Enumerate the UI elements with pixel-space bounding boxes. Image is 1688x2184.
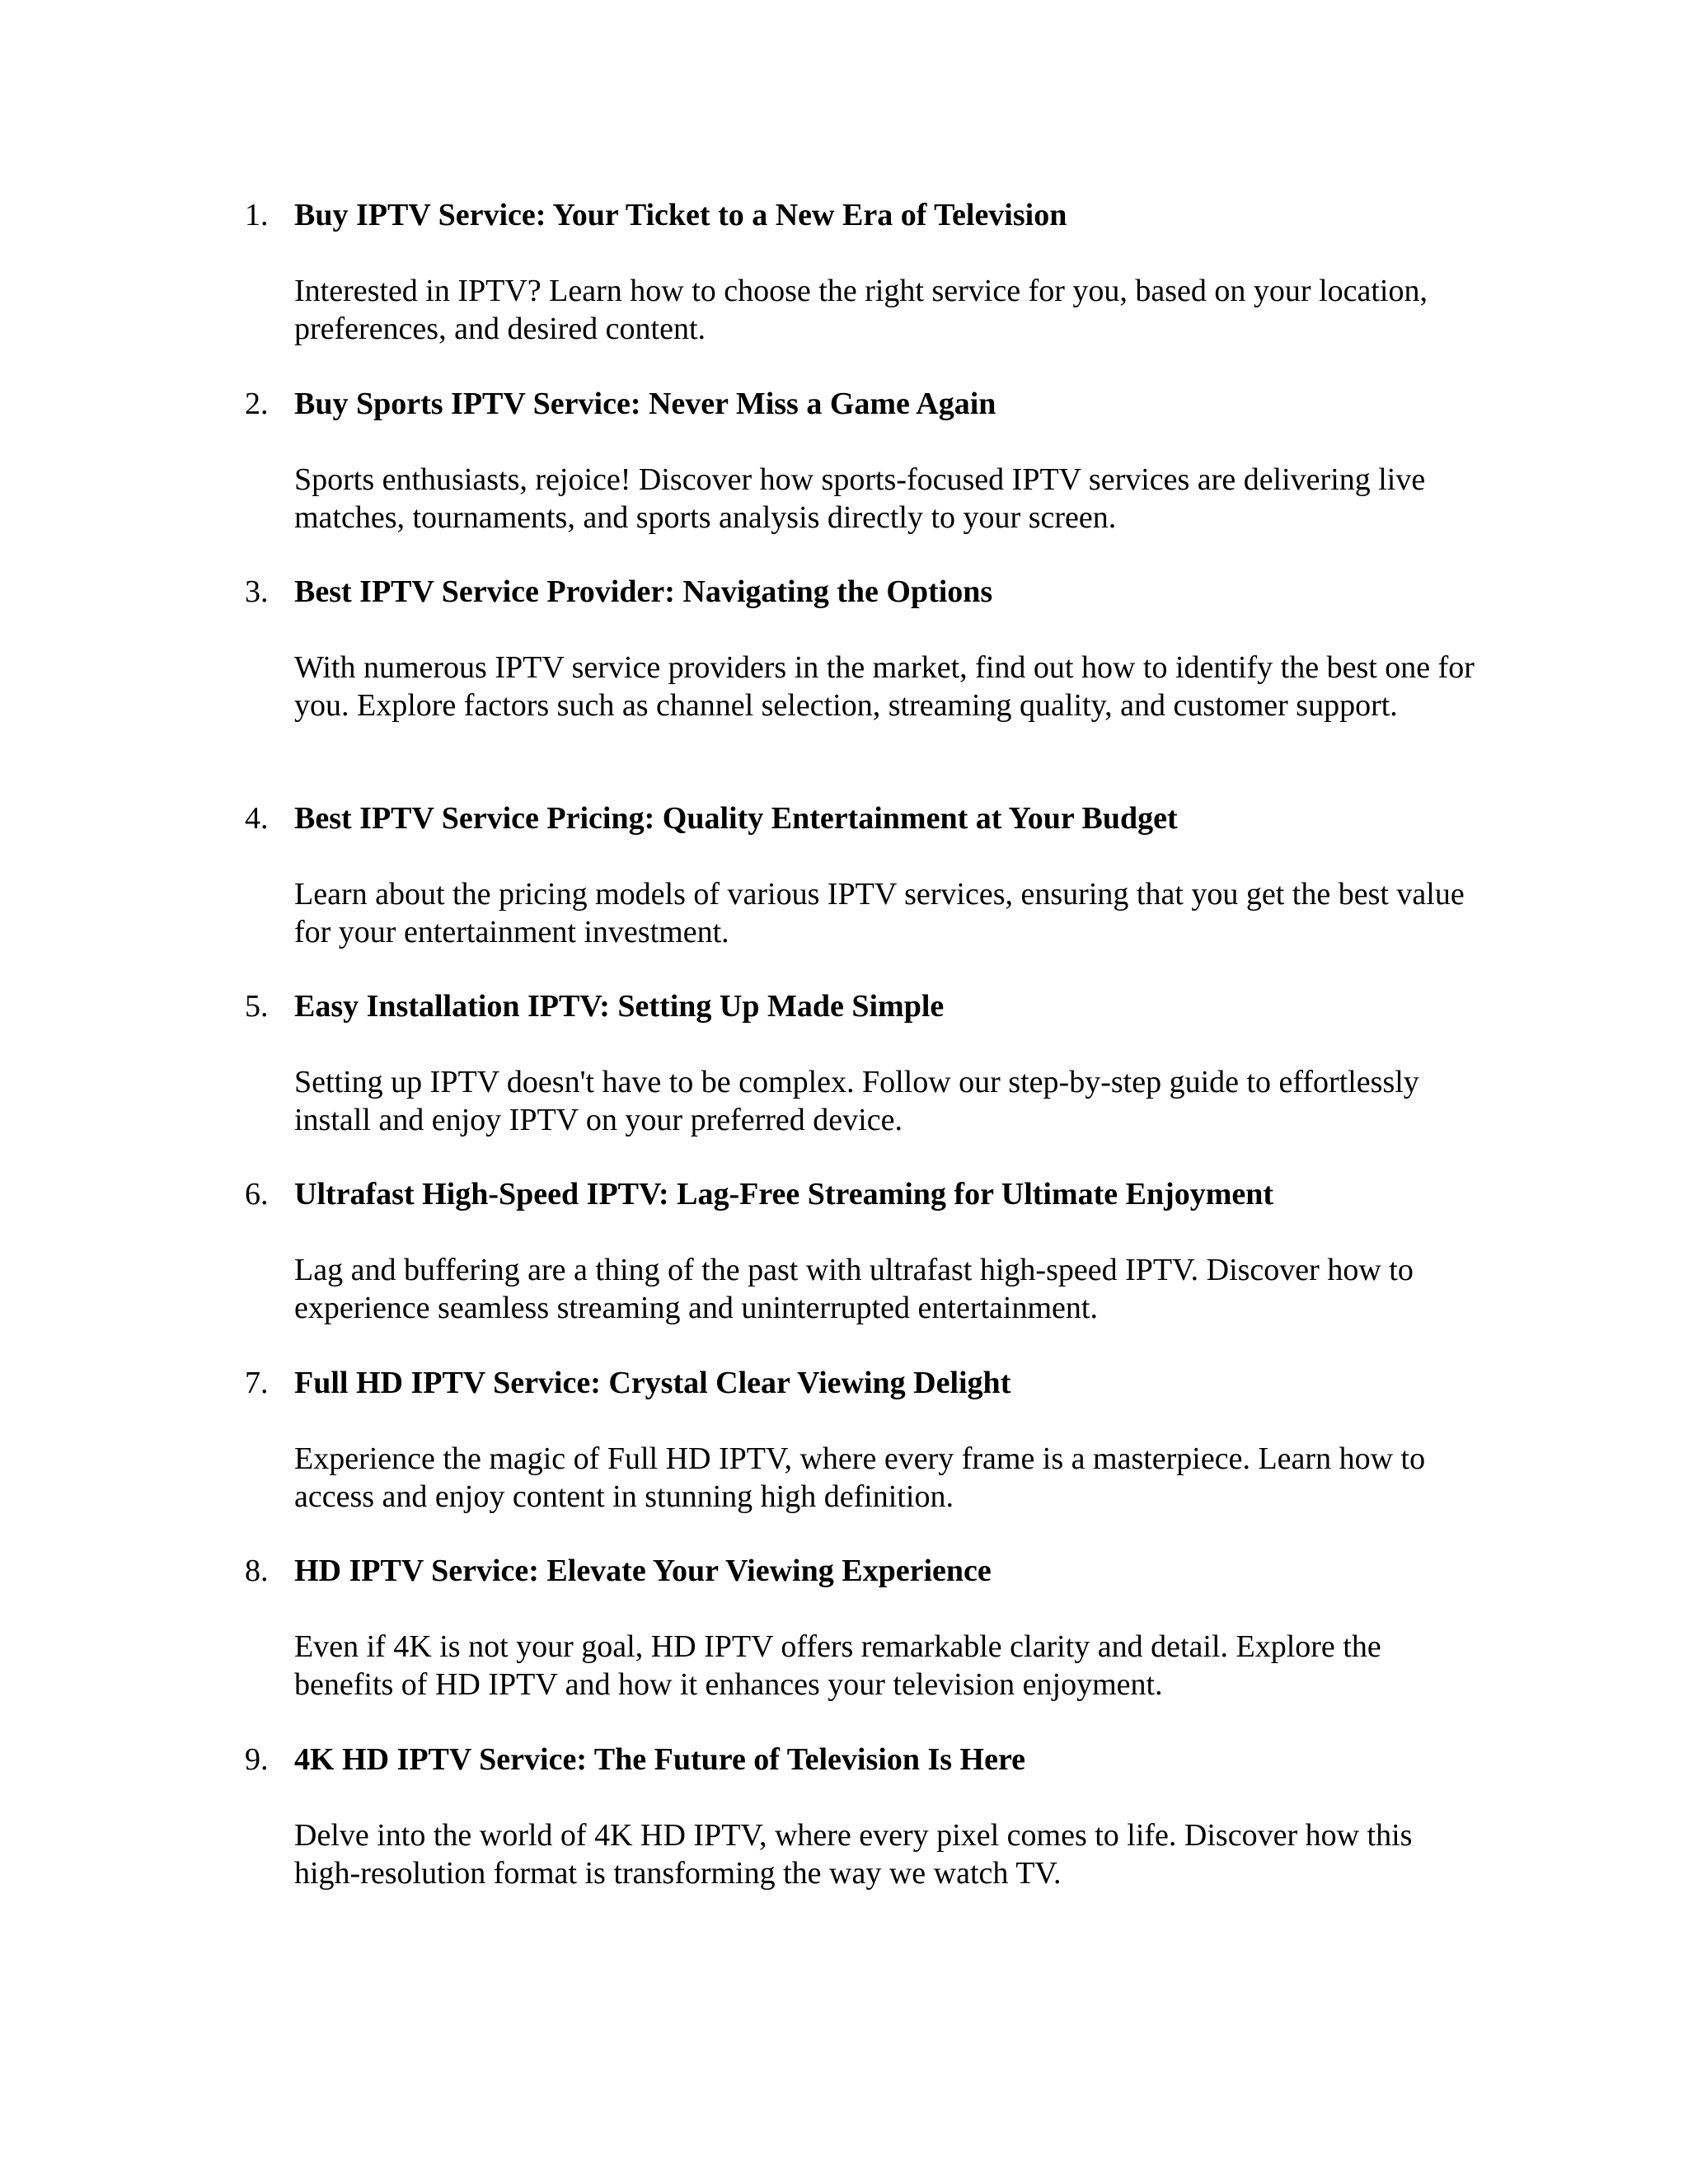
item-number: 9. (245, 1742, 269, 1777)
item-number: 6. (245, 1177, 269, 1212)
item-number: 2. (245, 387, 269, 421)
item-description: Lag and buffering are a thing of the past with ultrafast high-speed IPTV. Discover how to experience seamless streaming and uninterrupted entertainment. (294, 1253, 1414, 1325)
item-description: Learn about the pricing models of various IPTV services, ensuring that you get the best value for your entertainment investment. (294, 877, 1465, 949)
item-number: 7. (245, 1366, 269, 1400)
item-heading: Buy Sports IPTV Service: Never Miss a Game Again (294, 387, 996, 421)
item-number: 4. (245, 801, 269, 836)
item-heading: HD IPTV Service: Elevate Your Viewing Experience (294, 1554, 992, 1588)
item-heading: Easy Installation IPTV: Setting Up Made Simple (294, 989, 945, 1024)
item-heading: Full HD IPTV Service: Crystal Clear Viewing Delight (294, 1366, 1011, 1400)
item-description: With numerous IPTV service providers in the market, find out how to identify the best one for you. Explore factors such as channel selection, streaming quality, and customer support. (294, 650, 1475, 723)
item-heading: Best IPTV Service Pricing: Quality Entertainment at Your Budget (294, 801, 1178, 836)
item-description: Even if 4K is not your goal, HD IPTV offers remarkable clarity and detail. Explore the benefits of HD IPTV and how it enhances your television enjoyment. (294, 1629, 1381, 1702)
item-number: 1. (245, 198, 269, 232)
item-description: Delve into the world of 4K HD IPTV, where every pixel comes to life. Discover how this high-resolution format is transforming the way we watch TV. (294, 1818, 1413, 1891)
item-description: Setting up IPTV doesn't have to be complex. Follow our step-by-step guide to effortlessly install and enjoy IPTV on your preferred device. (294, 1065, 1419, 1137)
item-description: Interested in IPTV? Learn how to choose the right service for you, based on your location, preferences, and desired content. (294, 274, 1428, 346)
item-number: 3. (245, 574, 269, 609)
item-heading: Ultrafast High-Speed IPTV: Lag-Free Streaming for Ultimate Enjoyment (294, 1177, 1274, 1212)
item-heading: 4K HD IPTV Service: The Future of Television Is Here (294, 1742, 1026, 1777)
item-description: Experience the magic of Full HD IPTV, where every frame is a masterpiece. Learn how to access and enjoy content in stunning high definition. (294, 1441, 1426, 1514)
item-number: 8. (245, 1554, 269, 1588)
item-heading: Best IPTV Service Provider: Navigating the Options (294, 574, 993, 609)
item-description: Sports enthusiasts, rejoice! Discover how sports-focused IPTV services are delivering live matches, tournaments, and sports analysis directly to your screen. (294, 462, 1426, 535)
item-number: 5. (245, 989, 269, 1024)
item-heading: Buy IPTV Service: Your Ticket to a New Era of Television (294, 198, 1067, 232)
